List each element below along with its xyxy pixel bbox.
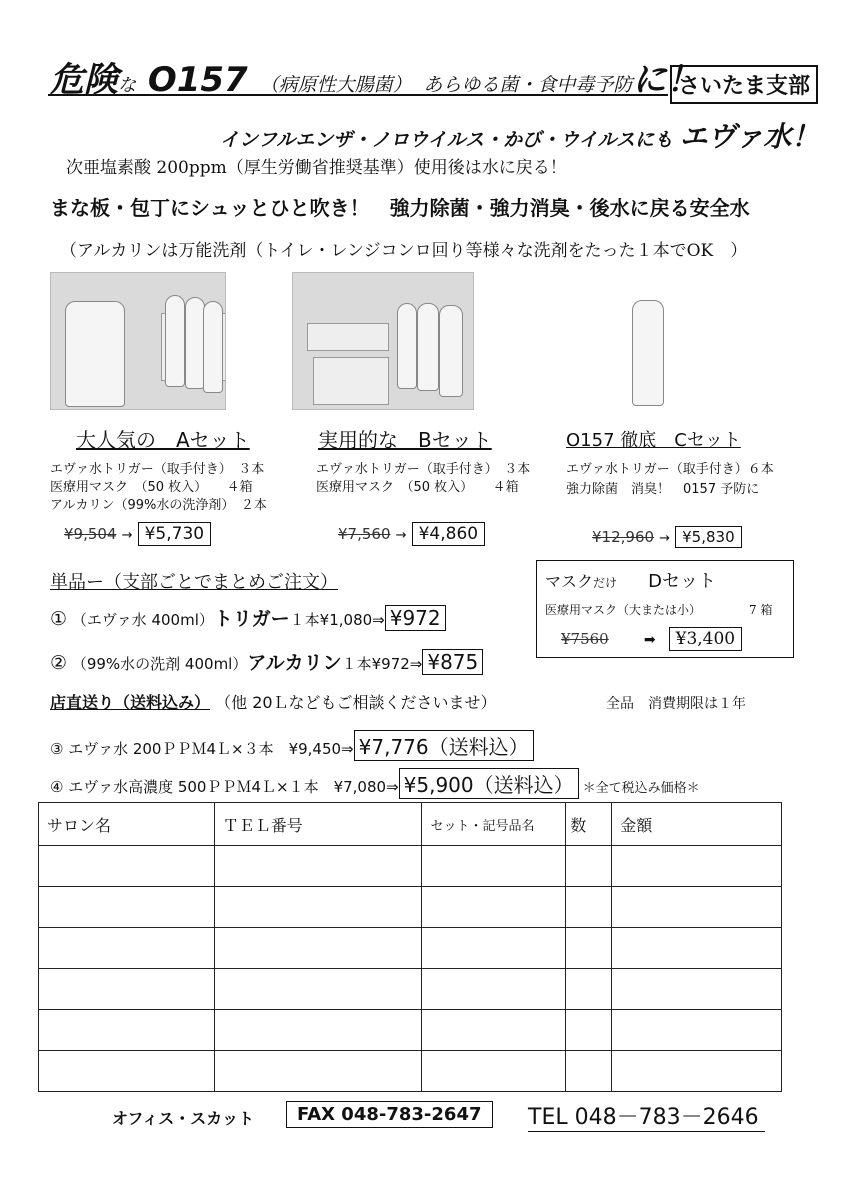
set-d-item: 医療用マスク（大または小） bbox=[545, 603, 702, 617]
item-2-name: アルカリン bbox=[247, 652, 342, 674]
set-d-new-price: ¥3,400 bbox=[669, 627, 742, 651]
set-b-old-price: ¥7,560 bbox=[338, 525, 391, 543]
table-row[interactable] bbox=[39, 969, 782, 1010]
set-b-item: エヴァ水トリガー（取手付き） ３本 bbox=[316, 462, 531, 477]
header-amount: 金額 bbox=[612, 803, 782, 846]
item-1-name: トリガー bbox=[213, 608, 290, 630]
item-4-desc: ④ エヴァ水高濃度 500ＰＰＭ4Ｌ×１本 ¥7,080⇒ bbox=[50, 778, 399, 796]
item-3-price: ¥7,776（送料込） bbox=[354, 730, 534, 761]
fax-number: FAX 048-783-2647 bbox=[286, 1101, 493, 1128]
header-set-name: セット・記号品名 bbox=[422, 803, 566, 846]
title-lead: 危険 bbox=[50, 60, 118, 100]
item-2-number: ② bbox=[50, 652, 68, 674]
set-b-price: ¥7,560 → ¥4,860 bbox=[338, 522, 485, 546]
set-d-price: ¥7560 ➡ ¥3,400 bbox=[561, 627, 742, 651]
title-paren: （病原性大腸菌） bbox=[259, 74, 412, 96]
item-1-number: ① bbox=[50, 608, 68, 630]
set-a-photo bbox=[50, 272, 226, 410]
tax-note: ＊全て税込み価格＊ bbox=[582, 781, 700, 796]
set-a-title: 大人気の Aセット bbox=[76, 428, 250, 452]
table-row[interactable] bbox=[39, 1051, 782, 1092]
table-row[interactable] bbox=[39, 1010, 782, 1051]
item-2-price: ¥875 bbox=[422, 649, 483, 675]
set-c-new-price: ¥5,830 bbox=[675, 526, 742, 548]
header-salon-name: サロン名 bbox=[39, 803, 215, 846]
set-a-old-price: ¥9,504 bbox=[64, 525, 117, 543]
direct-heading: 店直送り（送料込み） bbox=[50, 693, 211, 712]
header-qty: 数 bbox=[566, 803, 612, 846]
set-d-title-set: Dセット bbox=[648, 571, 716, 592]
title-end: に！ bbox=[632, 60, 701, 100]
table-row[interactable] bbox=[39, 846, 782, 887]
subtitle-product: エヴァ水！ bbox=[679, 120, 820, 153]
set-c-title: O157 徹底 Cセット bbox=[566, 430, 741, 451]
single-item-2 bbox=[50, 648, 483, 675]
concentration-note: 次亜塩素酸 200ppm（厚生労働省推奨基準）使用後は水に戻る！ bbox=[66, 158, 567, 178]
set-c-item: 強力除菌 消臭！ 0157 予防に bbox=[566, 482, 760, 497]
set-b-photo bbox=[292, 272, 474, 410]
single-item-1 bbox=[50, 604, 446, 631]
set-a-price: ¥9,504 → ¥5,730 bbox=[64, 522, 211, 546]
item-2-desc: （99%水の洗剤 400ml） bbox=[71, 655, 248, 673]
set-a-item: 医療用マスク （50 枚入） ４箱 bbox=[50, 480, 253, 495]
item-1-price: ¥972 bbox=[385, 605, 446, 631]
table-row[interactable] bbox=[39, 887, 782, 928]
title-na: な bbox=[118, 75, 136, 96]
set-a-item: エヴァ水トリガー（取手付き） ３本 bbox=[50, 462, 265, 477]
set-c-price: ¥12,960 → ¥5,830 bbox=[592, 526, 742, 548]
item-2-unit: １本¥972⇒ bbox=[341, 655, 423, 673]
direct-heading-row bbox=[50, 690, 497, 713]
set-b-title: 実用的な Bセット bbox=[318, 428, 492, 452]
order-form-table bbox=[38, 802, 782, 1092]
table-header-row bbox=[39, 803, 782, 846]
item-4-price: ¥5,900（送料込） bbox=[399, 768, 579, 799]
set-d-title-dake: だけ bbox=[593, 576, 618, 590]
set-a-item: アルカリン（99%水の洗浄剤） ２本 bbox=[50, 498, 267, 513]
set-b-new-price: ¥4,860 bbox=[412, 522, 485, 546]
usage-headline: まな板・包丁にシュッとひと吹き！ 強力除菌・強力消臭・後水に戻る安全水 bbox=[50, 196, 750, 220]
set-d-box bbox=[536, 560, 794, 658]
set-d-title bbox=[545, 567, 716, 593]
direct-item-4 bbox=[50, 768, 700, 799]
title-underline bbox=[48, 94, 668, 96]
table-row[interactable] bbox=[39, 928, 782, 969]
header-tel: ＴＥＬ番号 bbox=[214, 803, 422, 846]
single-heading: 単品ー（支部ごとでまとめご注文） bbox=[50, 572, 338, 593]
branch-label: さいたま支部 bbox=[670, 65, 818, 104]
tel-number: TEL 048－783－2646 bbox=[528, 1100, 765, 1132]
title-rest: あらゆる菌・食中毒予防 bbox=[423, 74, 633, 96]
office-name: オフィス・スカット bbox=[112, 1109, 255, 1128]
direct-note: （他 20Ｌなどもご相談くださいませ） bbox=[215, 693, 497, 712]
set-c-old-price: ¥12,960 bbox=[592, 528, 655, 546]
set-b-item: 医療用マスク （50 枚入） ４箱 bbox=[316, 480, 519, 495]
set-d-old-price: ¥7560 bbox=[561, 630, 609, 648]
set-a-new-price: ¥5,730 bbox=[138, 522, 211, 546]
subtitle-lead: インフルエンザ・ノロウイルス・かび・ウイルスにも bbox=[220, 129, 673, 151]
direct-item-3 bbox=[50, 730, 534, 761]
item-1-unit: １本¥1,080⇒ bbox=[289, 611, 385, 629]
set-c-photo bbox=[624, 294, 670, 406]
expiry-note: 全品 消費期限は１年 bbox=[606, 696, 746, 712]
set-d-qty: 7 箱 bbox=[749, 603, 773, 617]
set-d-title-lead: マスク bbox=[545, 572, 594, 591]
subtitle bbox=[220, 115, 819, 155]
set-c-item: エヴァ水トリガー（取手付き）６本 bbox=[566, 462, 774, 477]
alkaline-note: （アルカリンは万能洗剤（トイレ・レンジコンロ回り等様々な洗剤をたった１本でOK ） bbox=[60, 241, 748, 261]
title-code: O157 bbox=[147, 60, 248, 100]
item-3-desc: ③ エヴァ水 200ＰＰＭ4Ｌ×３本 ¥9,450⇒ bbox=[50, 740, 354, 758]
item-1-desc: （エヴァ水 400ml） bbox=[71, 611, 214, 629]
